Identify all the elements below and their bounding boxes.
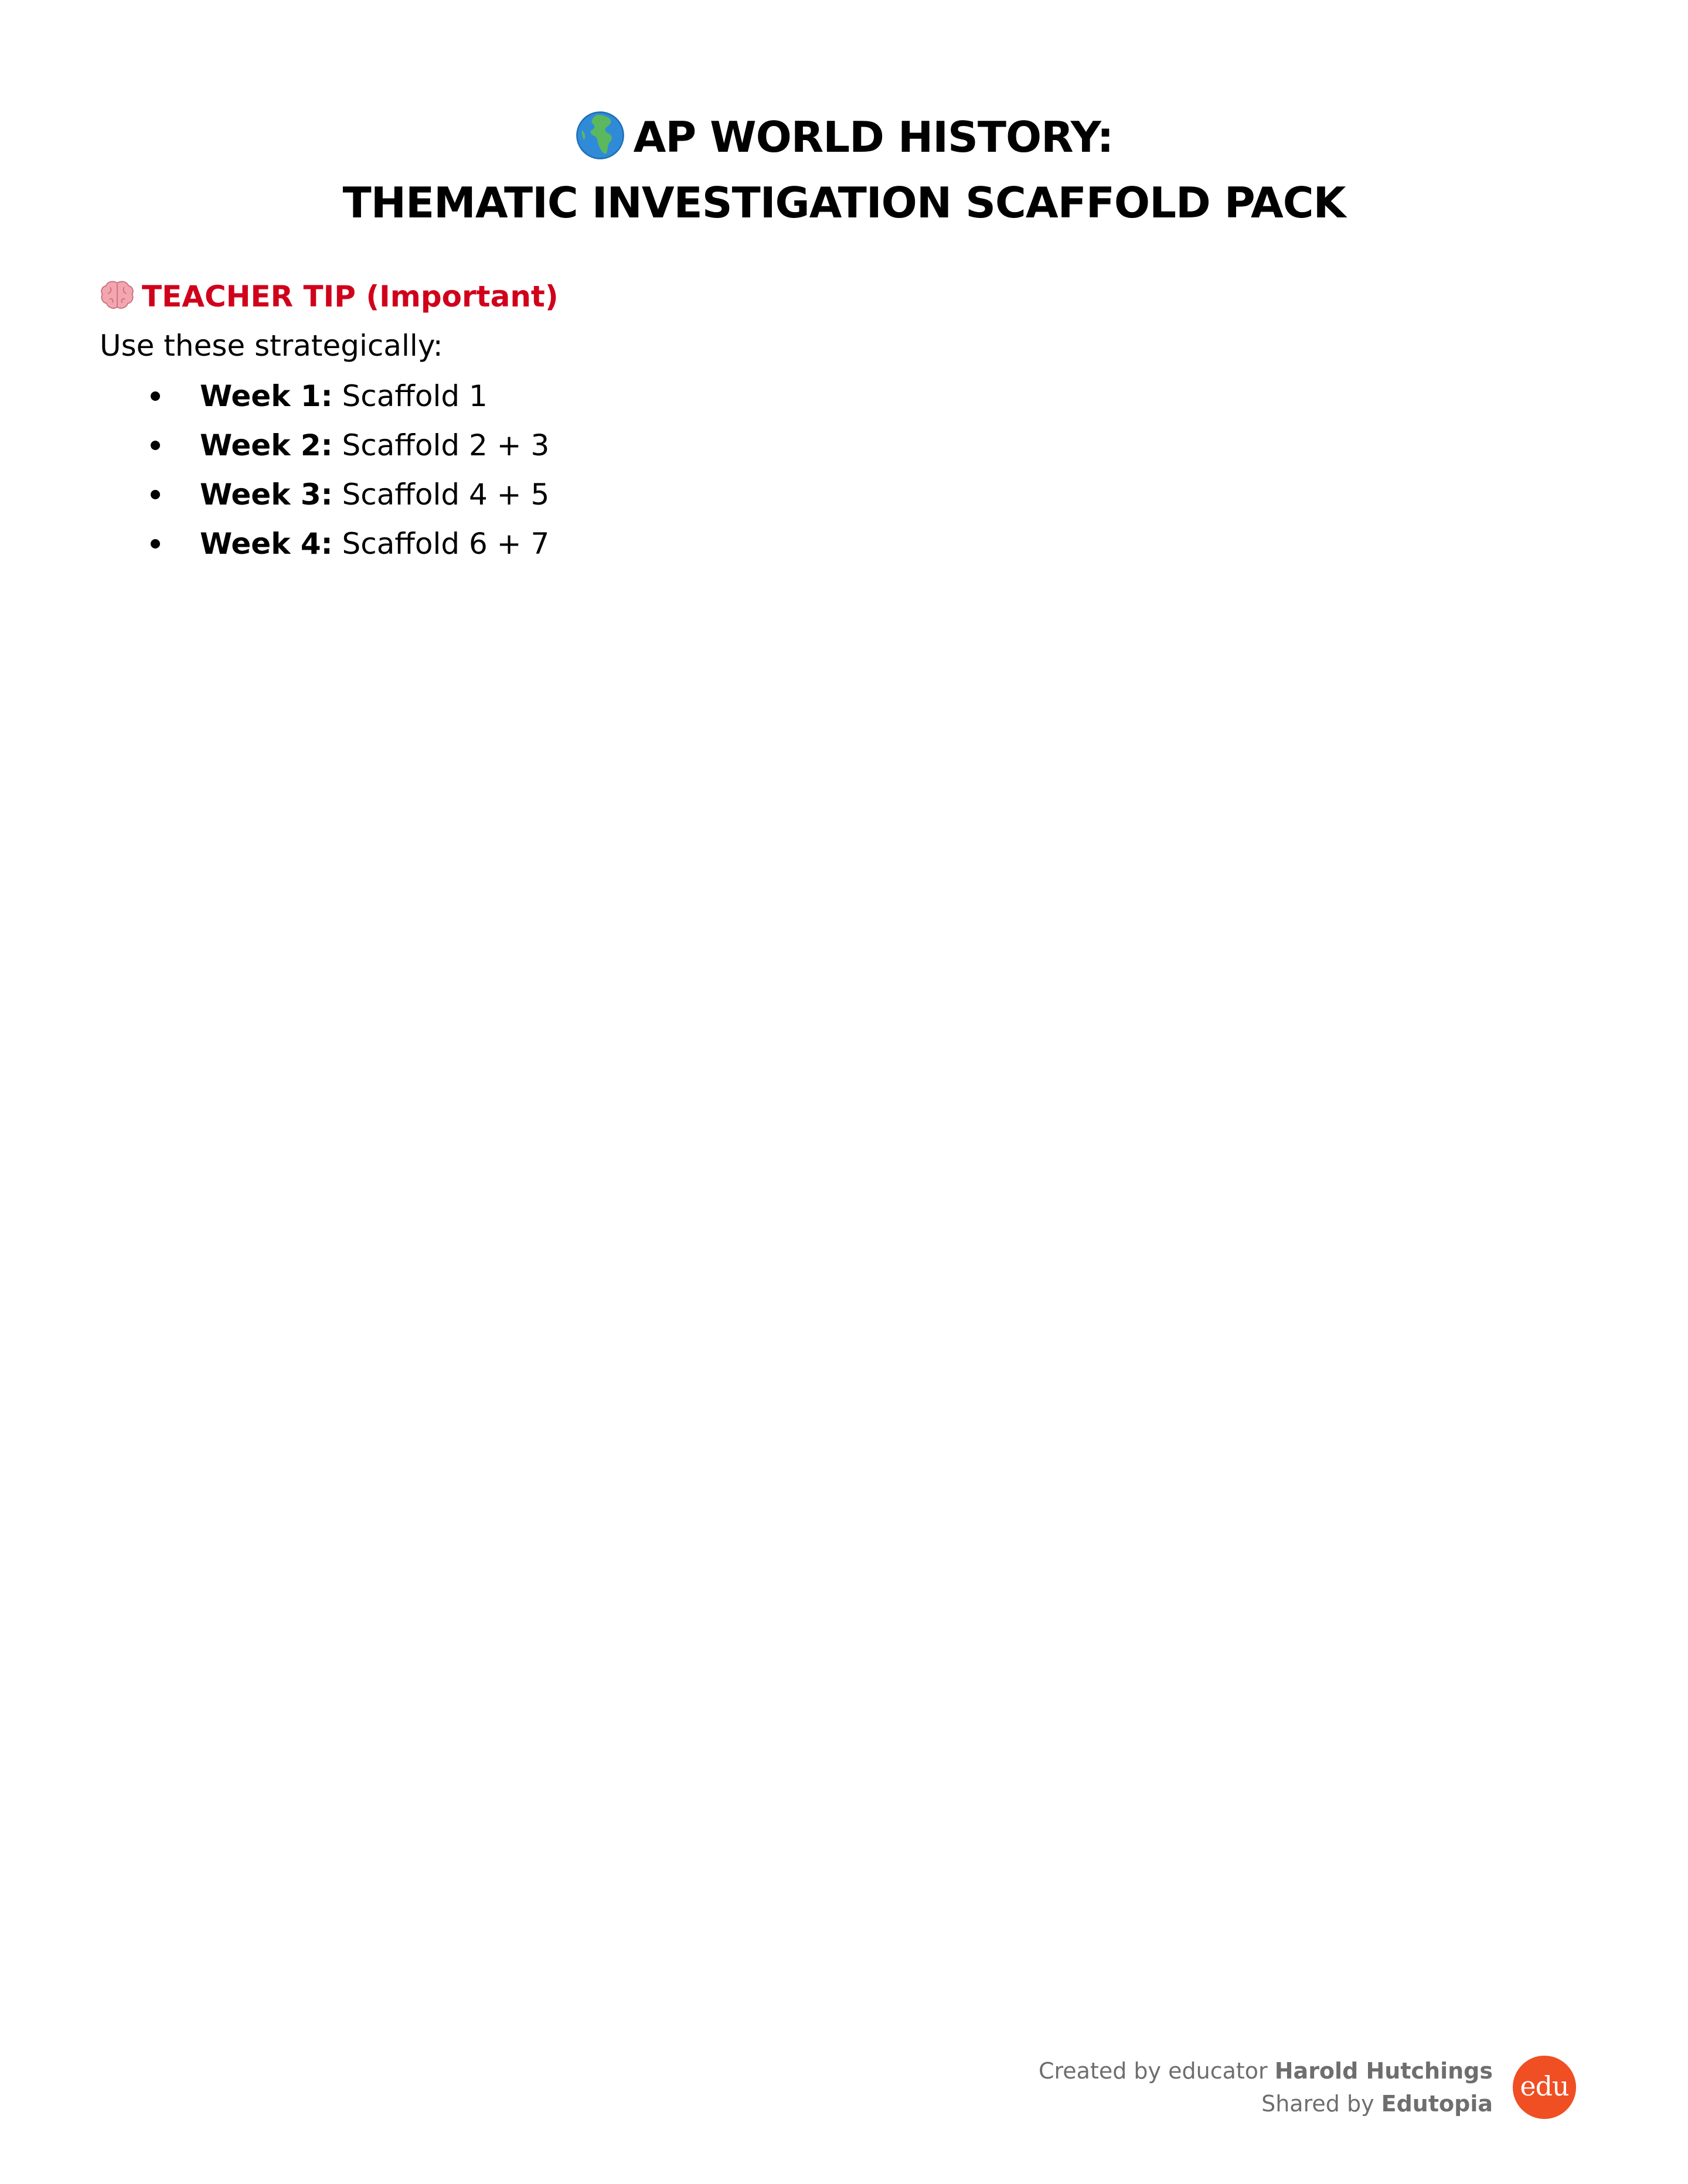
brain-icon (100, 280, 135, 311)
document-title (0, 104, 1688, 236)
week-label: Week 3: (200, 478, 333, 512)
teacher-tip-heading (100, 273, 559, 320)
edutopia-logo: edu (1513, 2056, 1576, 2119)
globe-europe-africa-icon (575, 110, 625, 161)
week-label: Week 2: (200, 428, 333, 462)
footer-credits (1039, 2054, 1493, 2120)
week-text: Scaffold 2 + 3 (332, 428, 550, 462)
list-item (149, 470, 549, 519)
title-line-1: AP WORLD HISTORY: (0, 104, 1688, 170)
bullet-icon (151, 490, 160, 499)
sharer-name: Edutopia (1381, 2091, 1493, 2117)
week-text: Scaffold 6 + 7 (332, 527, 550, 561)
list-item (149, 421, 549, 470)
week-text: Scaffold 4 + 5 (332, 478, 550, 512)
created-by-line: Created by educator Harold Hutchings (1038, 2058, 1493, 2084)
list-item (149, 372, 549, 421)
title-line-2: THEMATIC INVESTIGATION SCAFFOLD PACK (342, 178, 1346, 227)
intro-text: Use these strategically: (100, 329, 443, 363)
week-label: Week 4: (200, 527, 333, 561)
bullet-icon (151, 391, 160, 401)
shared-by-line: Shared by Edutopia (1261, 2091, 1493, 2117)
teacher-tip-label: TEACHER TIP (Important) (142, 280, 559, 314)
bullet-icon (151, 441, 160, 450)
week-text: Scaffold 1 (332, 379, 488, 413)
week-list (149, 372, 549, 568)
bullet-icon (151, 539, 160, 548)
week-label: Week 1: (200, 379, 333, 413)
creator-name: Harold Hutchings (1274, 2058, 1493, 2084)
list-item (149, 519, 549, 568)
